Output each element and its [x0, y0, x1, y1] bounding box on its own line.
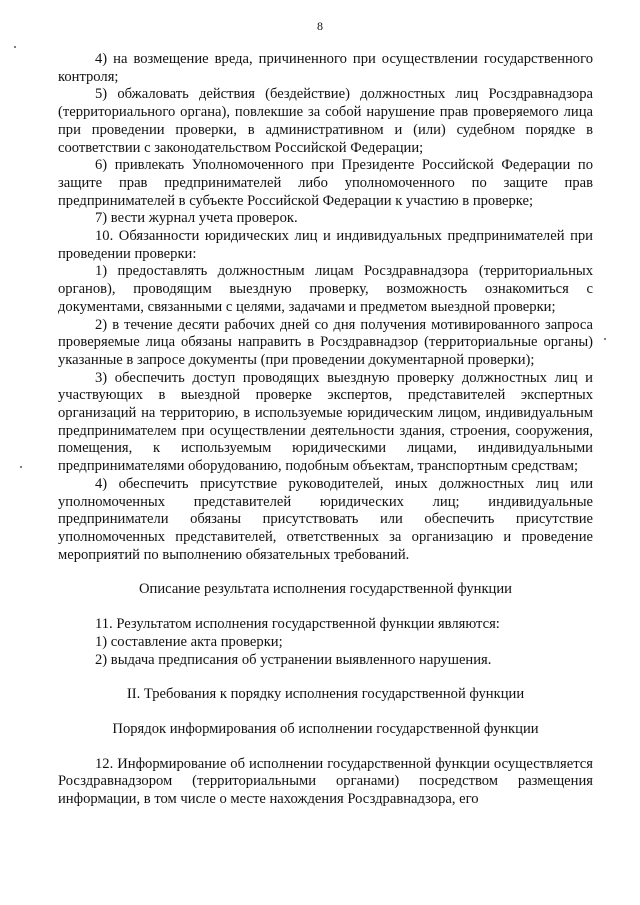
paragraph: 1) предоставлять должностным лицам Росздравнадзора (территориальных органов), проводящим выездную проверку, возможность ознакомиться с документами, связанными с целями, задачами и предметом выездной проверки; [58, 263, 593, 315]
paragraph: 10. Обязанности юридических лиц и индивидуальных предпринимателей при проведении проверки: [58, 228, 593, 262]
paragraph: 12. Информирование об исполнении государственной функции осуществляется Росздравнадзором (территориальными органами) посредством размещения информации, в том числе о месте нахождения Росздравнадзора, его [58, 755, 593, 808]
paragraph: 1) составление акта проверки; [95, 633, 283, 650]
scan-speck [20, 466, 22, 468]
section-subheading-informing: Порядок информирования об исполнении государственной функции [112, 720, 539, 737]
paragraph: 4) на возмещение вреда, причиненного при осуществлении государственного контроля; [58, 51, 593, 85]
document-body [58, 51, 593, 809]
paragraph: 3) обеспечить доступ проводящих выездную проверку должностных лиц и участвующих в выездной проверке экспертов, представителей экспертных организаций на территорию, в используемые юридическим лицом, индивидуальным предпринимателем при осуществлении деятельности здания, строения, сооружения, помещения, к используемым юридическими лицами, индивидуальными предпринимателями оборудованию, подобным объектам, транспортным средствам; [58, 369, 593, 475]
paragraph: 4) обеспечить присутствие руководителей, иных должностных лиц или уполномоченных представителей юридических лиц; индивидуальные предприниматели обязаны присутствовать или обеспечить присутствие уполномоченных представителей, ответственных за организацию и проведение мероприятий по выполнению обязательных требований. [58, 475, 593, 563]
paragraph: 2) в течение десяти рабочих дней со дня получения мотивированного запроса проверяемые лица обязаны направить в Росздравнадзор (территориальные органы) указанные в запросе документы (при проведении документарной проверки); [58, 316, 593, 368]
section-heading-requirements: II. Требования к порядку исполнения государственной функции [126, 686, 525, 703]
paragraph: 5) обжаловать действия (бездействие) должностных лиц Росздравнадзора (территориального органа), повлекшие за собой нарушение прав проверяемого лица при проведении проверки, в административном и (или) судебном порядке в соответствии с законодательством Российской Федерации; [58, 86, 593, 156]
scan-speck [604, 338, 606, 340]
paragraph: 7) вести журнал учета проверок. [95, 210, 298, 227]
page-number: 8 [317, 19, 323, 33]
scan-speck [14, 46, 16, 48]
paragraph: 6) привлекать Уполномоченного при Президенте Российской Федерации по защите прав предпринимателей либо уполномоченного по защите прав предпринимателей в субъекте Российской Федерации к участию в проверке; [58, 157, 593, 209]
paragraph: 2) выдача предписания об устранении выявленного нарушения. [95, 651, 492, 668]
paragraph: 11. Результатом исполнения государственной функции являются: [95, 616, 500, 633]
section-heading-result: Описание результата исполнения государственной функции [139, 581, 512, 598]
